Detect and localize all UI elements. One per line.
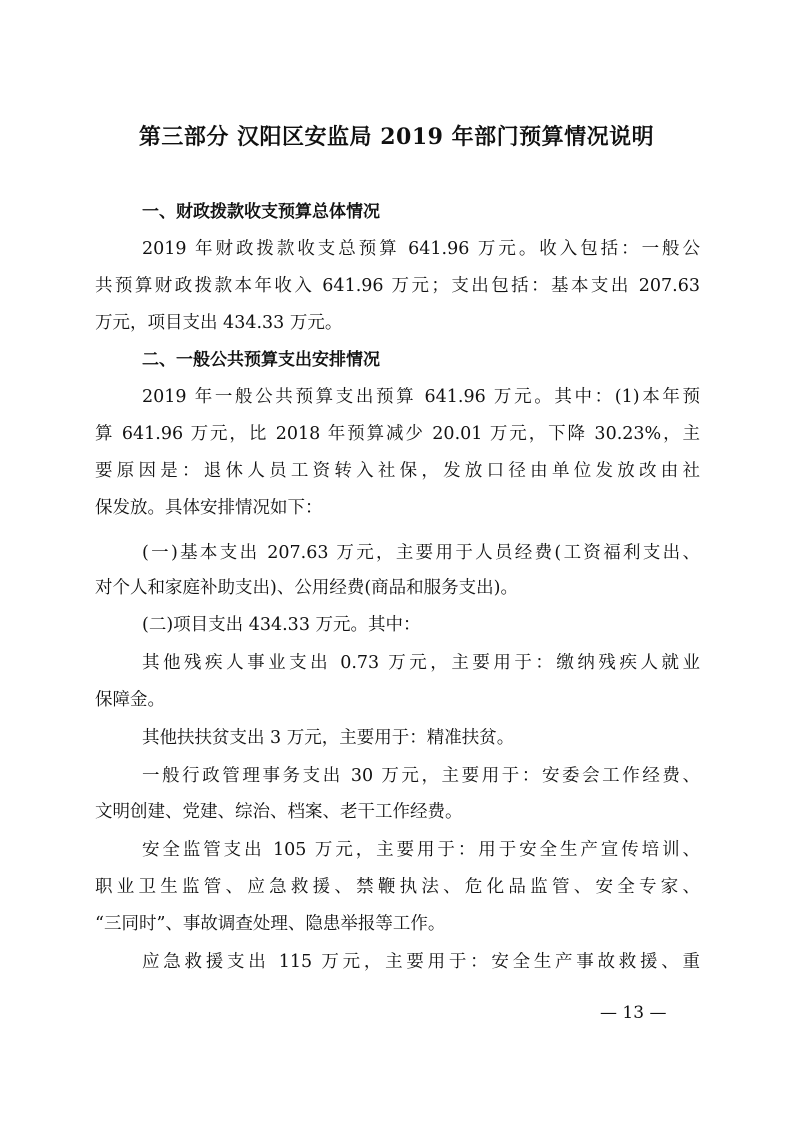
paragraph-line: 共预算财政拨款本年收入 641.96 万元；支出包括：基本支出 207.63 — [95, 276, 700, 296]
paragraph-line: 要原因是：退休人员工资转入社保，发放口径由单位发放改由社 — [95, 461, 700, 481]
page-number: — 13 — — [600, 1003, 667, 1023]
section-heading-1: 一、财政拨款收支预算总体情况 — [142, 202, 380, 222]
paragraph-line: 对个人和家庭补助支出)、公用经费(商品和服务支出)。 — [95, 578, 518, 598]
paragraph-line: 万元，项目支出 434.33 万元。 — [95, 313, 343, 333]
section-heading-2: 二、一般公共预算支出安排情况 — [142, 350, 380, 370]
paragraph-line: (二)项目支出 434.33 万元。其中： — [142, 615, 421, 635]
paragraph-line: 其他残疾人事业支出 0.73 万元，主要用于：缴纳残疾人就业 — [142, 653, 700, 673]
page-title: 第三部分 汉阳区安监局 2019 年部门预算情况说明 — [138, 124, 655, 150]
paragraph-line: (一)基本支出 207.63 万元，主要用于人员经费(工资福利支出、 — [142, 543, 700, 563]
paragraph-line: 安全监管支出 105 万元，主要用于：用于安全生产宣传培训、 — [142, 840, 700, 860]
paragraph-line: 文明创建、党建、综治、档案、老干工作经费。 — [95, 802, 463, 822]
paragraph-line: 一般行政管理事务支出 30 万元，主要用于：安委会工作经费、 — [142, 766, 700, 786]
paragraph-line: 2019 年一般公共预算支出预算 641.96 万元。其中：(1)本年预 — [142, 387, 700, 407]
paragraph-line: 职业卫生监管、应急救援、禁鞭执法、危化品监管、安全专家、 — [95, 877, 700, 897]
paragraph-line: 算 641.96 万元，比 2018 年预算减少 20.01 万元，下降 30.23%，主 — [95, 424, 700, 444]
paragraph-line: 保障金。 — [95, 690, 165, 710]
paragraph-line: 应急救援支出 115 万元，主要用于：安全生产事故救援、重 — [142, 952, 700, 972]
paragraph-line: “三同时”、事故调查处理、隐患举报等工作。 — [95, 914, 446, 934]
paragraph-line: 其他扶扶贫支出 3 万元，主要用于：精准扶贫。 — [142, 728, 515, 748]
paragraph-line: 2019 年财政拨款收支总预算 641.96 万元。收入包括：一般公 — [142, 239, 700, 259]
paragraph-line: 保发放。具体安排情况如下： — [95, 498, 323, 518]
